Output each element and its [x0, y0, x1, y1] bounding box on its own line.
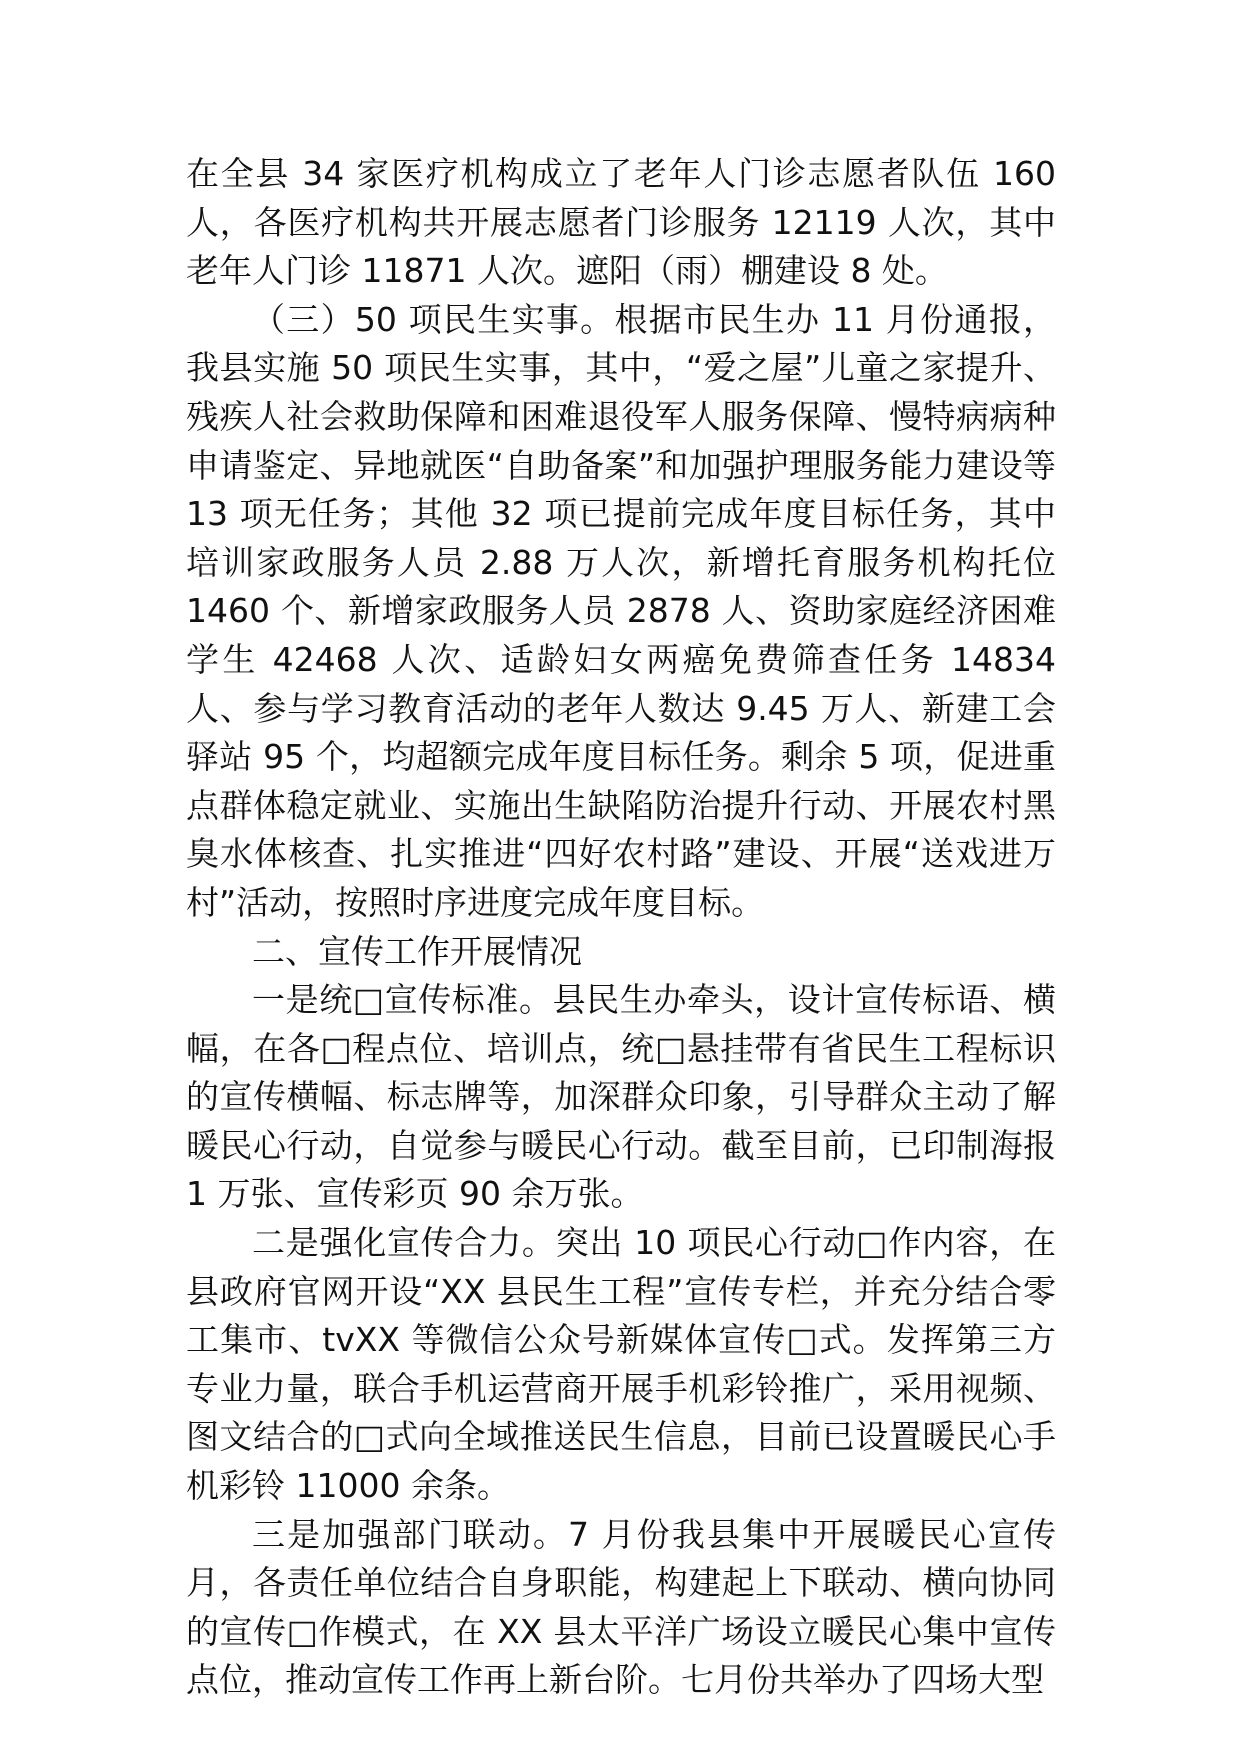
- paragraph-department-linkage: 三是加强部门联动。7 月份我县集中开展暖民心宣传月，各责任单位结合自身职能，构建起上下联动、横向协同的宣传□作模式，在 XX 县太平洋广场设立暖民心集中宣传点位，推动宣传工作再上新台阶。七月份共举办了四场大型: [186, 1514, 1056, 1700]
- paragraph-strengthen-publicity: 二是强化宣传合力。突出 10 项民心行动□作内容，在县政府官网开设“XX 县民生工程”宣传专栏，并充分结合零工集市、tvXX 等微信公众号新媒体宣传□式。发挥第三方专业力量，联合手机运营商开展手机彩铃推广，采用视频、图文结合的□式向全域推送民生信息，目前已设置暖民心手机彩铃 11000 余条。: [186, 1223, 1056, 1506]
- document-page: [186, 150, 1056, 1705]
- paragraph-unify-standards: 一是统□宣传标准。县民生办牵头，设计宣传标语、横幅，在各□程点位、培训点，统□悬挂带有省民生工程标识的宣传横幅、标志牌等，加深群众印象，引导群众主动了解暖民心行动，自觉参与暖民心行动。截至目前，已印制海报 1 万张、宣传彩页 90 余万张。: [186, 980, 1056, 1214]
- section-heading-two: 二、宣传工作开展情况: [252, 931, 582, 971]
- paragraph-section-three: （三）50 项民生实事。根据市民生办 11 月份通报，我县实施 50 项民生实事，其中，“爱之屋”儿童之家提升、残疾人社会救助保障和困难退役军人服务保障、慢特病病种申请鉴定、异地就医“自助备案”和加强护理服务能力建设等 13 项无任务；其他 32 项已提前完成年度目标任务，其中培训家政服务人员 2.88 万人次，新增托育服务机构托位 1460 个、新增家政服务人员 2878 人、资助家庭经济困难学生 42468 人次、适龄妇女两癌免费筛查任务 14834 人、参与学习教育活动的老年人数达 9.45 万人、新建工会驿站 95 个，均超额完成年度目标任务。剩余 5 项，促进重点群体稳定就业、实施出生缺陷防治提升行动、开展农村黑臭水体核查、扎实推进“四好农村路”建设、开展“送戏进万村”活动，按照时序进度完成年度目标。: [186, 299, 1056, 922]
- paragraph-continued: 在全县 34 家医疗机构成立了老年人门诊志愿者队伍 160 人，各医疗机构共开展志愿者门诊服务 12119 人次，其中老年人门诊 11871 人次。遮阳（雨）棚建设 8 处。: [186, 154, 1056, 291]
